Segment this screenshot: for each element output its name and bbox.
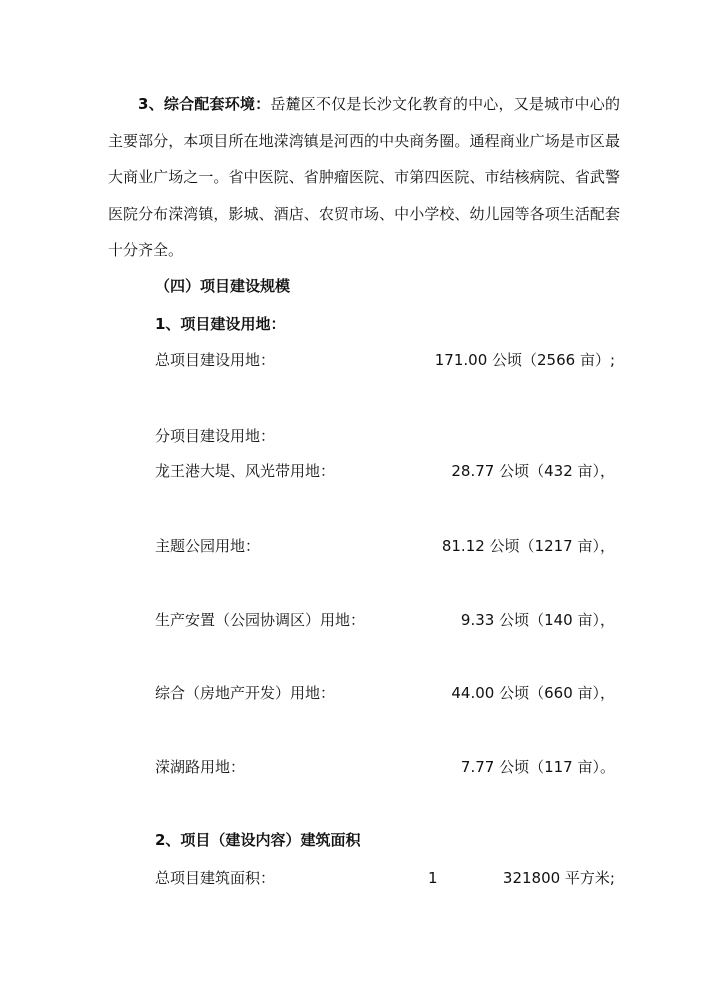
land-item-label: 龙王港大堤、风光带用地： xyxy=(155,462,336,480)
land-sub-heading: 分项目建设用地： xyxy=(155,427,276,445)
building-total-label: 总项目建筑面积： xyxy=(155,869,276,887)
land-item-value: 9.33 公顷（140 亩）， xyxy=(460,611,615,629)
section-title: （四）项目建设规模 xyxy=(155,277,291,295)
environment-body: 岳麓区不仅是长沙文化教育的中心，又是城市中心的主要部分，本项目所在地溁湾镇是河西的中央商务圈。通程商业广场是市区最大商业广场之一。省中医院、省肿瘤医院、市第四医院、市结核病院、省武警医院分布溁湾镇，影城、酒店、农贸市场、中小学校、幼儿园等各项生活配套十分齐全。 xyxy=(108,95,620,259)
land-item-value: 81.12 公顷（1217 亩）， xyxy=(441,537,615,555)
land-heading: 1、项目建设用地： xyxy=(155,315,286,333)
land-item-value: 44.00 公顷（660 亩）， xyxy=(451,684,615,702)
land-total-label: 总项目建设用地： xyxy=(155,351,276,369)
environment-heading: 3、综合配套环境： xyxy=(138,95,271,113)
land-item-label: 溁湖路用地： xyxy=(155,758,246,776)
building-total-prefix: 1 xyxy=(428,869,438,887)
building-total-value: 321800 平方米; xyxy=(502,869,615,887)
land-item-label: 综合（房地产开发）用地： xyxy=(155,684,336,702)
land-item-value: 7.77 公顷（117 亩）。 xyxy=(460,758,615,776)
land-item-label: 主题公园用地： xyxy=(155,537,261,555)
land-total-value: 171.00 公顷（2566 亩）; xyxy=(434,351,615,369)
land-item-value: 28.77 公顷（432 亩）， xyxy=(451,462,615,480)
land-item-label: 生产安置（公园协调区）用地： xyxy=(155,611,366,629)
environment-paragraph xyxy=(108,86,620,269)
building-heading: 2、项目（建设内容）建筑面积 xyxy=(155,831,361,849)
